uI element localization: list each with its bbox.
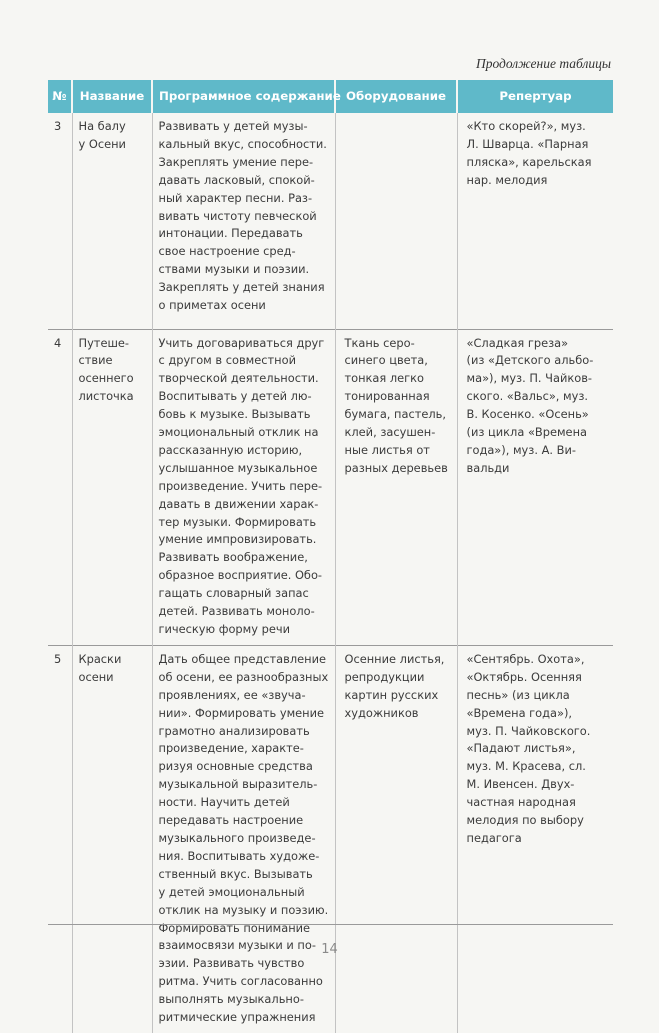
row-program: Учить договариваться друг с другом в совместной творческой деятельности. Воспитывать у детей лю- бовь к музыке. Вызывать эмоциональный отклик на рассказанную историю, услышанное музыкальное произведение. Учить пере- давать в движении харак- тер музыки. Формировать умение импровизировать. Развивать воображение, образное восприятие. Обо- гащать словарный запас детей. Развивать моноло- гическую форму речи [152, 329, 335, 645]
table-row [48, 113, 613, 329]
page-number: 14 [321, 942, 338, 957]
table-bottom-rule [48, 924, 613, 925]
row-equipment: Осенние листья, репродукции картин русских художников [335, 645, 457, 1033]
row-title: Путеше- ствие осеннего листочка [72, 329, 152, 645]
row-number: 4 [48, 329, 72, 645]
row-repertoire: «Сентябрь. Охота», «Октябрь. Осенняя песнь» (из цикла «Времена года»), муз. П. Чайковского. «Падают листья», муз. М. Красева, сл. М. Ивенсен. Двух- частная народная мелодия по выбору педагога [466, 651, 591, 845]
table-row [48, 645, 613, 1033]
row-number: 5 [48, 645, 72, 1033]
row-equipment [335, 113, 457, 329]
header-number: № [48, 80, 72, 113]
row-title: На балу у Осени [72, 113, 152, 329]
table-row [48, 329, 613, 645]
header-program: Программное содержание [152, 80, 335, 113]
lesson-table [48, 80, 613, 1033]
row-repertoire: «Кто скорей?», муз. Л. Шварца. «Парная пляска», карельская нар. мелодия [466, 119, 592, 187]
table-header [48, 80, 613, 113]
row-title: Краски осени [72, 645, 152, 1033]
row-program: Развивать у детей музы- кальный вкус, способности. Закреплять умение пере- давать ласковый, спокой- ный характер песни. Раз- вивать чистоту певческой интонации. Передавать свое настроение сред- ствами музыки и поэзии. Закреплять у детей знания о приметах осени [152, 113, 335, 329]
row-repertoire: «Сладкая греза» (из «Детского альбо- ма»), муз. П. Чайков- ского. «Вальс», муз. В. Косенко. «Осень» (из цикла «Времена года»), муз. А. Ви- вальди [466, 335, 594, 475]
row-number: 3 [48, 113, 72, 329]
row-equipment: Ткань серо- синего цвета, тонкая легко тонированная бумага, пастель, клей, засушен- ные листья от разных деревьев [335, 329, 457, 645]
header-name: Название [72, 80, 152, 113]
row-program: Дать общее представление об осени, ее разнообразных проявлениях, ее «звуча- нии». Формировать умение грамотно анализировать произведение, характе- ризуя основные средства музыкальной выразитель- ности. Научить детей передавать настроение музыкального произведе- ния. Воспитывать художе- ственный вкус. Вызывать у детей эмоциональный отклик на музыку и поэзию. Формировать понимание взаимосвязи музыки и по- эзии. Развивать чувство ритма. Учить согласованно выполнять музыкально- ритмические упражнения [152, 645, 335, 1033]
header-repertoire: Репертуар [457, 80, 613, 113]
continuation-caption: Продолжение таблицы [475, 56, 611, 71]
header-equipment: Оборудование [335, 80, 457, 113]
